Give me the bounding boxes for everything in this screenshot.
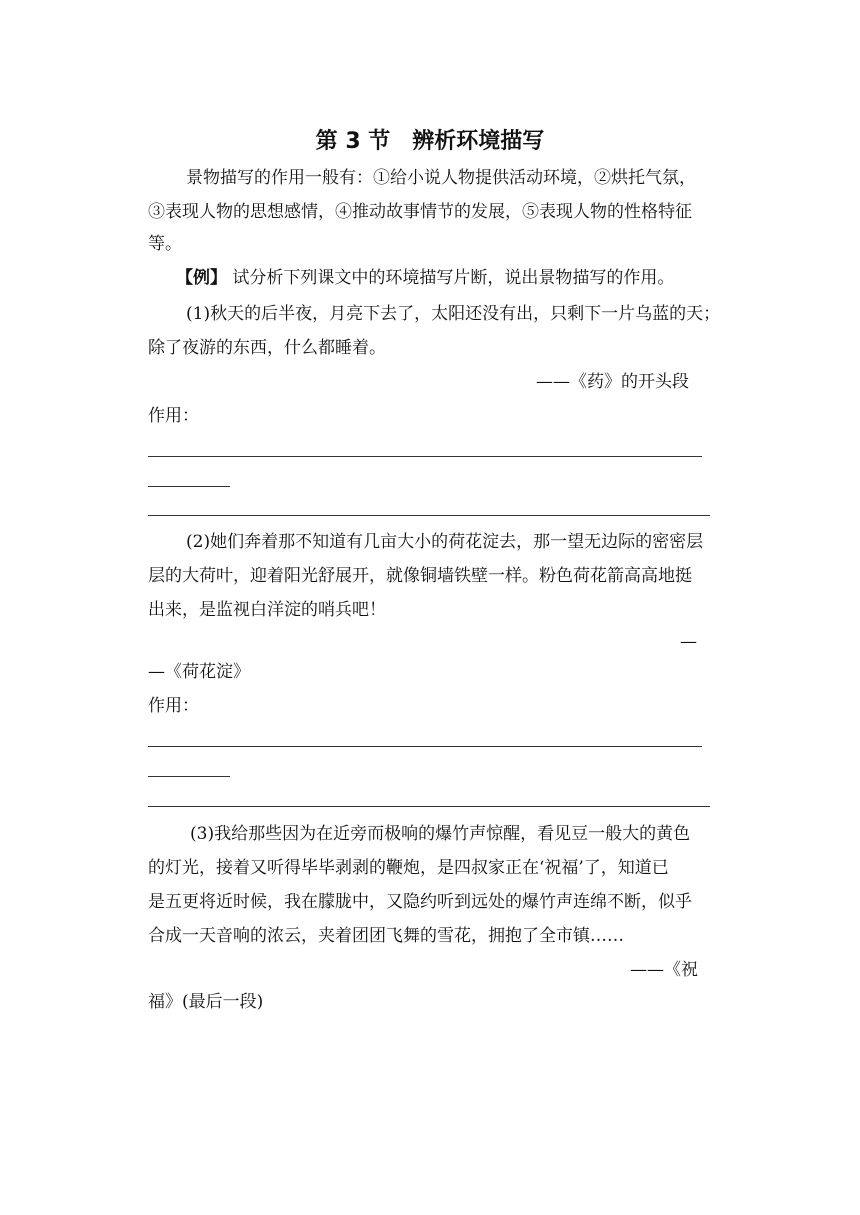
answer-line[interactable]	[148, 806, 710, 807]
item2-line-1: (2)她们奔着那不知道有几亩大小的荷花淀去，那一望无边际的密密层	[186, 532, 704, 552]
item3-source-part-1: ——《祝	[630, 960, 698, 980]
item2-answer-label: 作用：	[148, 696, 199, 716]
item1-line-2: 除了夜游的东西，什么都睡着。	[148, 338, 386, 358]
answer-line[interactable]	[148, 776, 230, 777]
item1-answer-label: 作用：	[148, 406, 199, 426]
answer-line[interactable]	[148, 456, 702, 457]
intro-line-1: 景物描写的作用一般有：①给小说人物提供活动环境，②烘托气氛，	[186, 168, 696, 188]
item3-source-part-2: 福》(最后一段)	[148, 992, 264, 1012]
item1-line-1: (1)秋天的后半夜，月亮下去了，太阳还没有出，只剩下一片乌蓝的天；	[186, 304, 721, 324]
item2-line-2: 层的大荷叶，迎着阳光舒展开，就像铜墙铁壁一样。粉色荷花箭高高地挺	[148, 566, 692, 586]
item2-source-part-2: —《荷花淀》	[148, 662, 250, 682]
answer-line[interactable]	[148, 515, 710, 516]
item1-source: ——《药》的开头段	[536, 372, 689, 392]
item3-line-3: 是五更将近时候，我在朦胧中，又隐约听到远处的爆竹声连绵不断，似乎	[148, 892, 692, 912]
item3-line-2: 的灯光，接着又听得毕毕剥剥的鞭炮，是四叔家正在‘祝福’了，知道已	[148, 858, 669, 878]
answer-line[interactable]	[148, 746, 702, 747]
item3-line-4: 合成一天音响的浓云，夹着团团飞舞的雪花，拥抱了全市镇……	[148, 926, 624, 946]
item3-line-1: (3)我给那些因为在近旁而极响的爆竹声惊醒，看见豆一般大的黄色	[190, 824, 691, 844]
item2-line-3: 出来，是监视白洋淀的哨兵吧！	[148, 600, 386, 620]
page-title: 第 3 节 辨析环境描写	[315, 129, 545, 154]
item2-source-part-1: —	[680, 632, 697, 652]
example-label: 【例】	[176, 268, 227, 288]
example-instruction: 试分析下列课文中的环境描写片断，说出景物描写的作用。	[232, 268, 675, 288]
example-block	[176, 270, 674, 287]
answer-line[interactable]	[148, 486, 230, 487]
intro-line-3: 等。	[148, 234, 182, 254]
intro-line-2: ③表现人物的思想感情，④推动故事情节的发展，⑤表现人物的性格特征	[148, 202, 692, 222]
